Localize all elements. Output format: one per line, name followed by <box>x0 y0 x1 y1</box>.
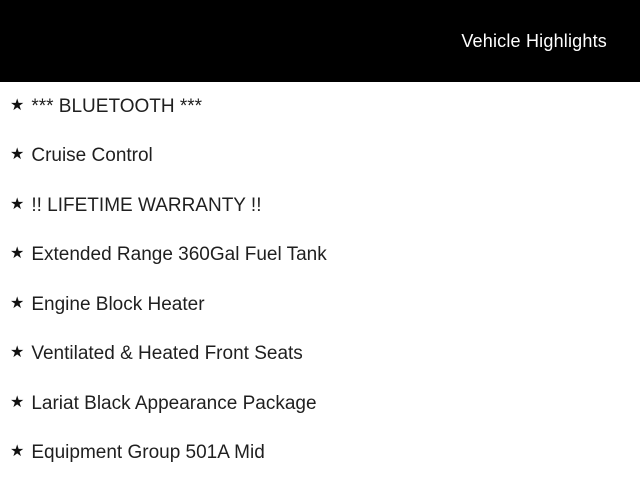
header-bar <box>0 0 640 82</box>
list-item <box>0 429 640 479</box>
star-icon: ★ <box>10 294 25 312</box>
list-item <box>0 379 640 429</box>
highlight-label: Ventilated & Heated Front Seats <box>31 343 303 365</box>
highlight-label: !! LIFETIME WARRANTY !! <box>31 194 262 216</box>
list-item <box>0 330 640 380</box>
highlight-label: Extended Range 360Gal Fuel Tank <box>31 244 327 266</box>
list-item <box>0 181 640 231</box>
page-title: Vehicle Highlights <box>461 30 607 51</box>
highlight-label: Lariat Black Appearance Package <box>31 392 317 414</box>
highlight-label: Engine Block Heater <box>31 293 205 315</box>
star-icon: ★ <box>10 344 25 362</box>
star-icon: ★ <box>10 96 25 114</box>
highlight-label: *** BLUETOOTH *** <box>31 95 203 117</box>
list-item <box>0 231 640 281</box>
star-icon: ★ <box>10 245 25 263</box>
star-icon: ★ <box>10 443 25 461</box>
list-item <box>0 132 640 182</box>
highlight-label: Equipment Group 501A Mid <box>31 442 265 464</box>
highlight-label: Cruise Control <box>31 145 153 167</box>
star-icon: ★ <box>10 393 25 411</box>
highlights-list <box>0 82 640 478</box>
star-icon: ★ <box>10 146 25 164</box>
star-icon: ★ <box>10 195 25 213</box>
list-item <box>0 280 640 330</box>
list-item <box>0 82 640 132</box>
